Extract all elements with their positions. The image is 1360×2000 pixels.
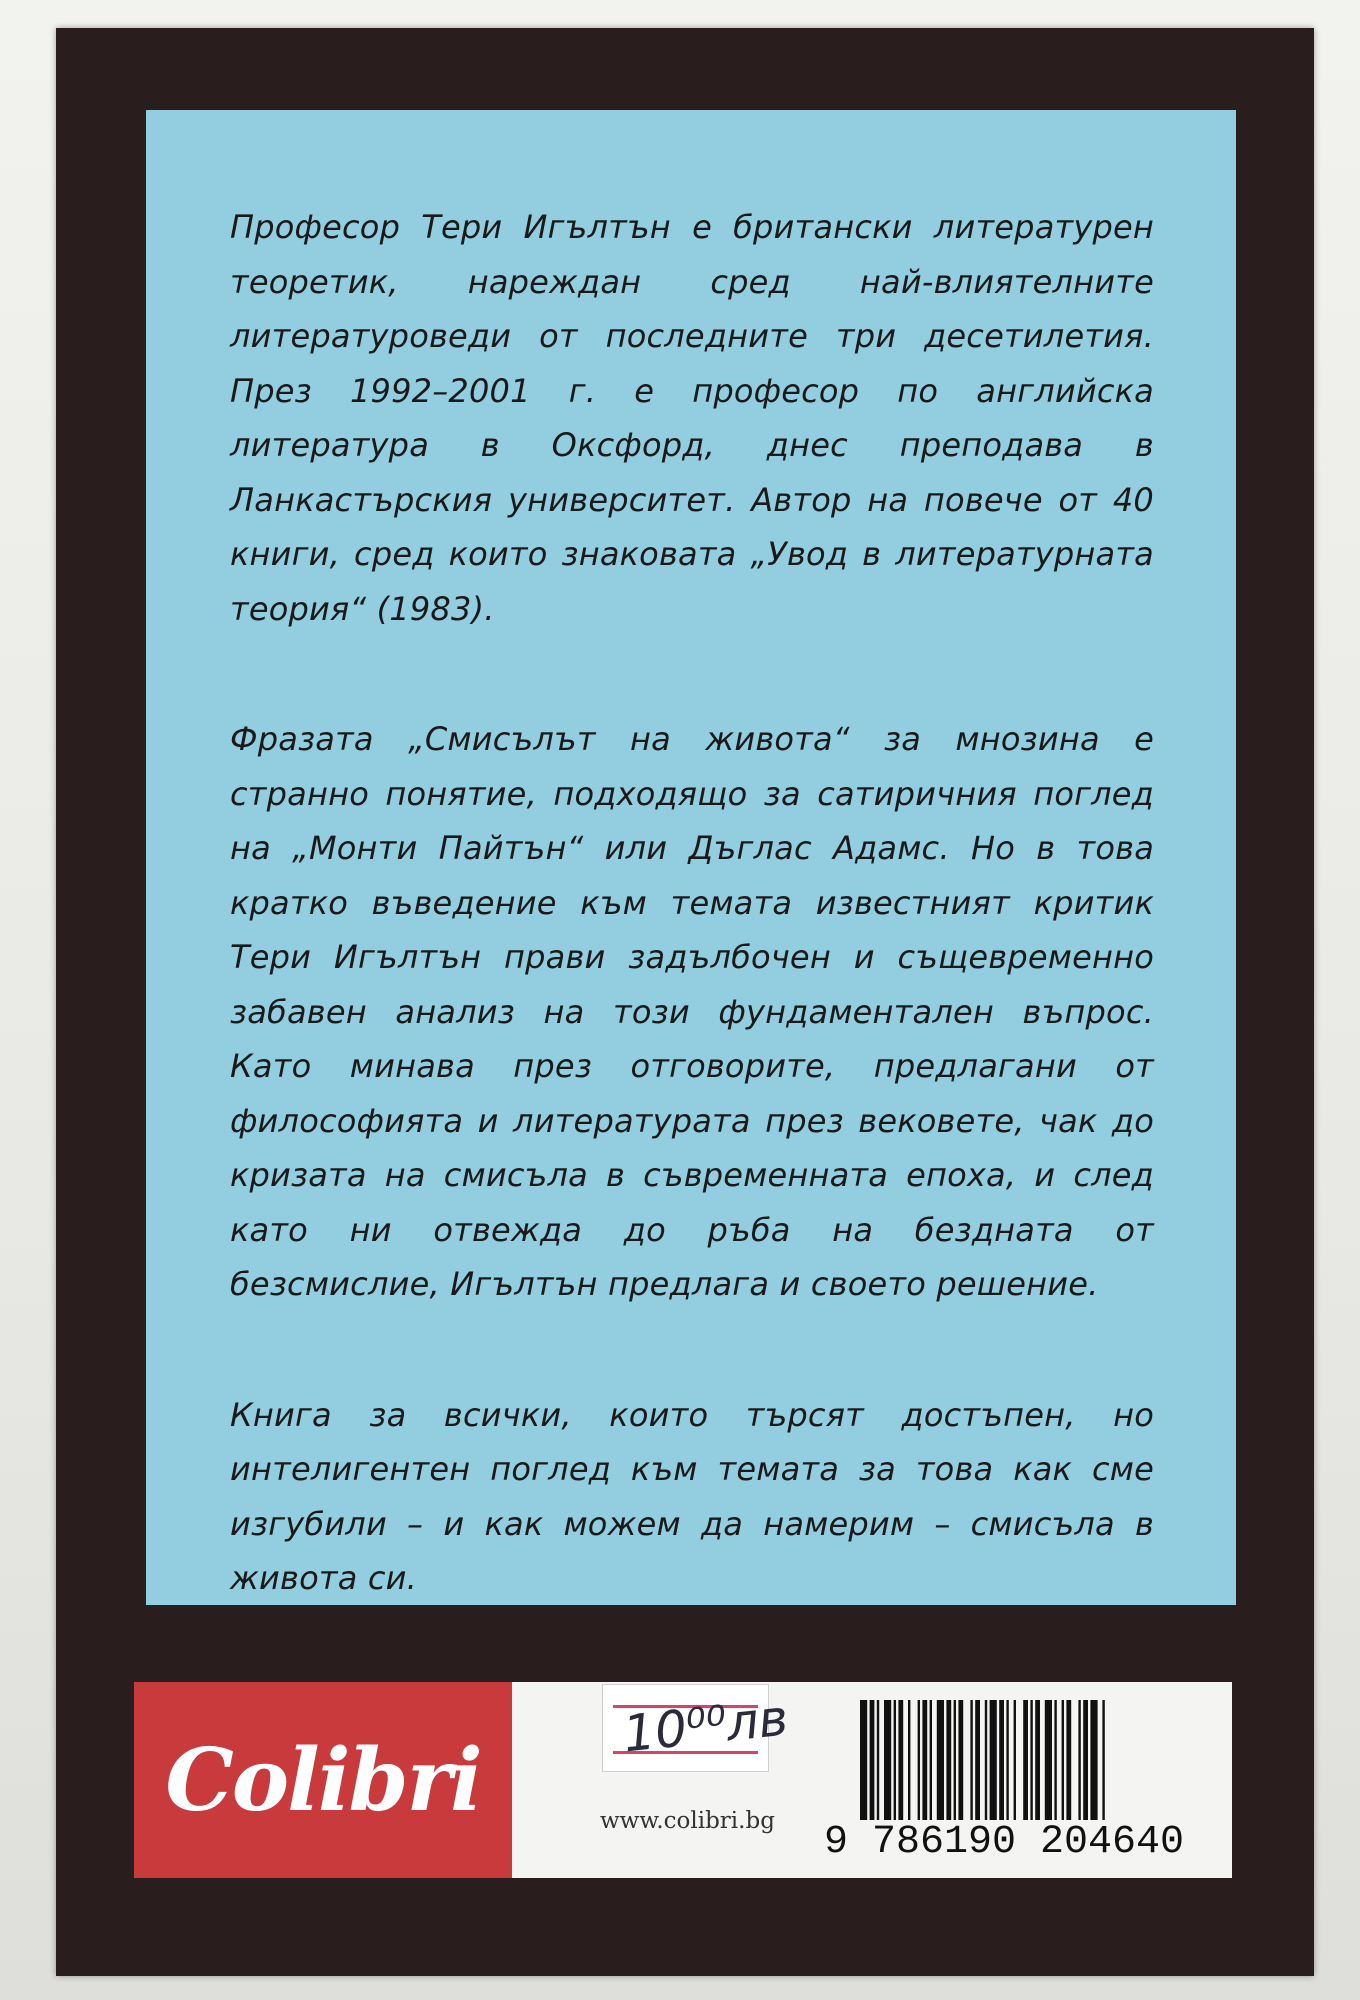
publisher-website: www.colibri.bg (600, 1808, 775, 1834)
blurb-paragraph-audience: Книга за всички, които търсят достъпен, но интелигентен поглед към темата за това как сме изгубили – и как можем да намерим – смисъла в живота си. (230, 1395, 1154, 1597)
price-sticker (602, 1684, 791, 1772)
price-text: 10⁰⁰лв (620, 1688, 791, 1764)
barcode (824, 1700, 1204, 1870)
barcode-digits: 9 786190 204640 (824, 1820, 1185, 1865)
barcode-icon (860, 1700, 1190, 1820)
blurb-panel (146, 110, 1236, 1605)
publisher-logo-text: Colibri (165, 1729, 481, 1831)
blurb-paragraph-author: Професор Тери Игълтън е британски литературен теоретик, нареждан сред най-влиятелните литературоведи от последните три десетилетия. През 1992–2001 г. е професор по английска литература в Оксфорд, днес преподава в Ланкастърския университет. Автор на повече от 40 книги, сред които знаковата „Увод в литературната теория“ (1983). (230, 208, 1154, 628)
publisher-logo (134, 1682, 512, 1878)
book-back-cover (56, 28, 1314, 1976)
blurb-paragraph-summary: Фразата „Смисълът на живота“ за мнозина е странно понятие, подходящо за сатиричния поглед на „Монти Пайтън“ или Дъглас Адамс. Но в това кратко въведение към темата известният критик Тери Игълтън прави задълбочен и същевременно забавен анализ на този фундаментален въпрос. Като минава през отговорите, предлагани от философията и литературата през вековете, чак до кризата на смисъла в съвременната епоха, и след като ни отвежда до ръба на бездната от безсмислие, Игълтън предлага и своето решение. (230, 720, 1154, 1303)
publisher-strip (134, 1682, 1232, 1878)
